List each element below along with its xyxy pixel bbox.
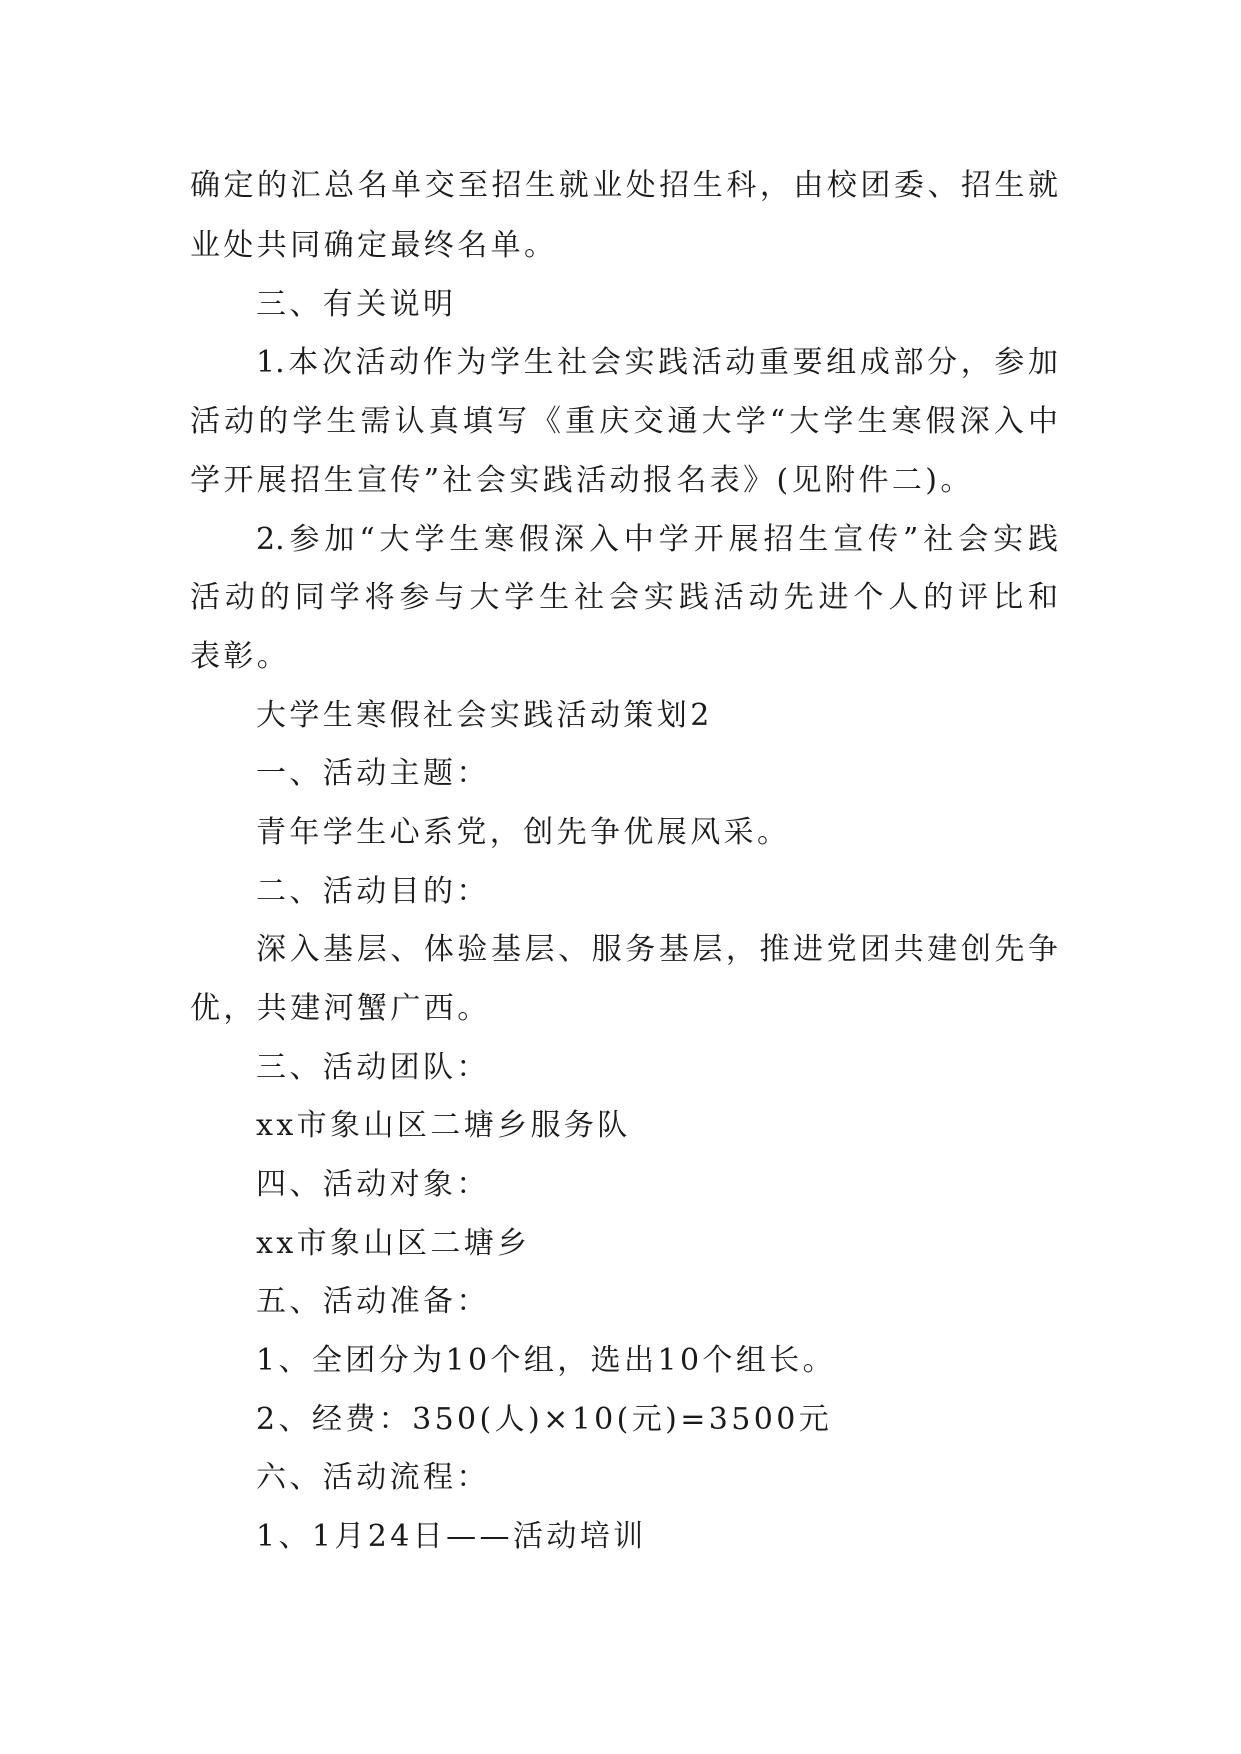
section-heading: 三、有关说明: [256, 287, 457, 322]
paragraph-line: 活动的同学将参与大学生社会实践活动先进个人的评比和: [190, 580, 1058, 615]
paragraph-line: xx市象山区二塘乡服务队: [256, 1108, 631, 1143]
paragraph-line: 青年学生心系党，创先争优展风采。: [256, 815, 791, 850]
section-heading: 五、活动准备：: [256, 1284, 490, 1319]
section-heading: 四、活动对象：: [256, 1167, 490, 1202]
document-subtitle: 大学生寒假社会实践活动策划2: [256, 698, 713, 733]
list-item: 1、1月24日——活动培训: [256, 1519, 647, 1554]
paragraph-line: 业处共同确定最终名单。: [190, 228, 558, 263]
paragraph-line: 学开展招生宣传”社会实践活动报名表》(见附件二)。: [190, 463, 974, 498]
section-heading: 二、活动目的：: [256, 874, 490, 909]
section-heading: 六、活动流程：: [256, 1460, 490, 1495]
section-heading: 三、活动团队：: [256, 1050, 490, 1085]
paragraph-line: xx市象山区二塘乡: [256, 1226, 531, 1261]
paragraph-line: 表彰。: [190, 639, 291, 674]
list-item: 1、全团分为10个组，选出10个组长。: [256, 1343, 837, 1378]
list-item: 2、经费：350(人)×10(元)=3500元: [256, 1402, 833, 1437]
paragraph-line: 深入基层、体验基层、服务基层，推进党团共建创先争: [256, 932, 1058, 967]
section-heading: 一、活动主题：: [256, 756, 490, 791]
paragraph-line: 确定的汇总名单交至招生就业处招生科，由校团委、招生就: [190, 168, 1058, 203]
paragraph-line: 2.参加“大学生寒假深入中学开展招生宣传”社会实践: [256, 522, 1058, 557]
paragraph-line: 活动的学生需认真填写《重庆交通大学“大学生寒假深入中: [190, 404, 1058, 439]
paragraph-line: 1.本次活动作为学生社会实践活动重要组成部分，参加: [256, 345, 1058, 380]
paragraph-line: 优，共建河蟹广西。: [190, 991, 491, 1026]
